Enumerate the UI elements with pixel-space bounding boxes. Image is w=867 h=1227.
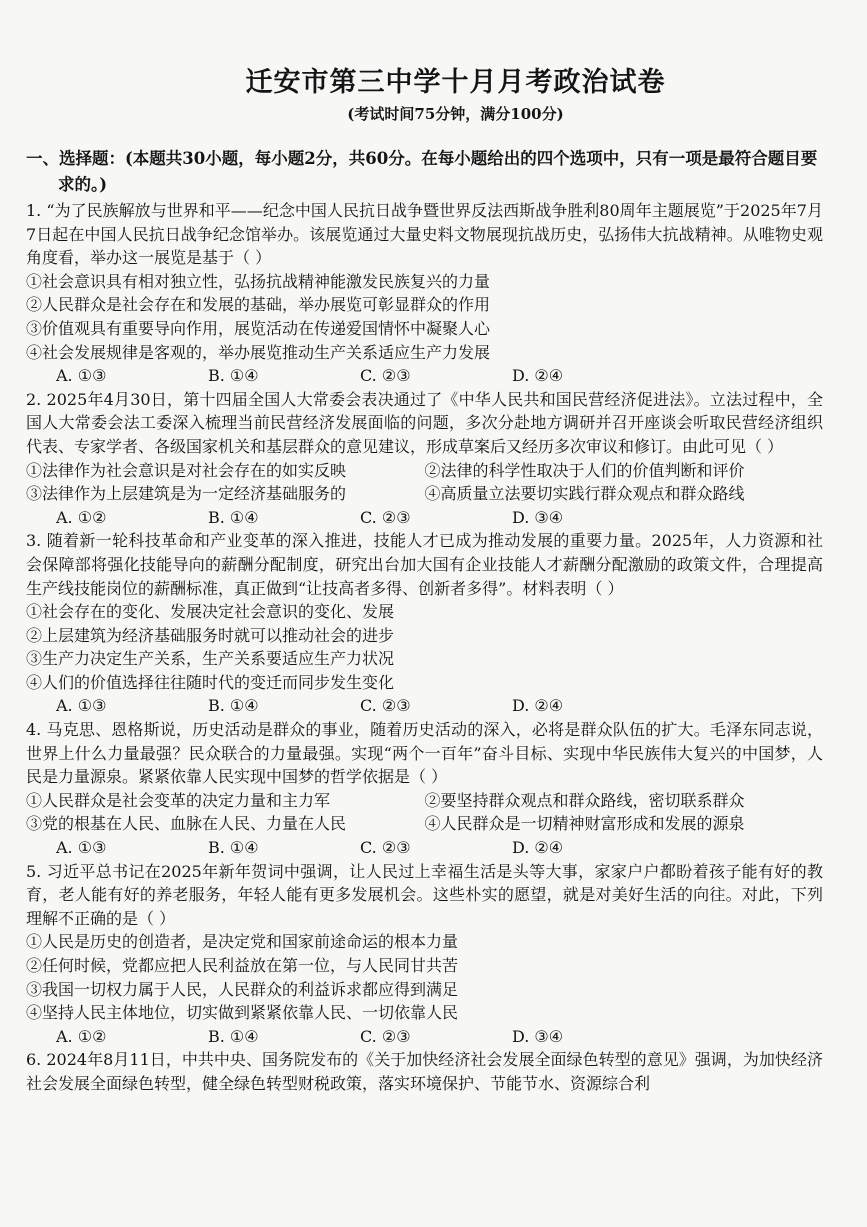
answer-choices: [26, 506, 823, 530]
statement: ②任何时候，党都应把人民利益放在第一位，与人民同甘共苦: [26, 956, 459, 975]
choice-a: A. ①③: [56, 366, 107, 386]
statement: ④社会发展规律是客观的，举办展览推动生产关系适应生产力发展: [26, 342, 491, 362]
choice-d: D. ③④: [512, 1026, 564, 1046]
statement: ④高质量立法要切实践行群众观点和群众路线: [424, 484, 745, 504]
statement: ③党的根基在人民、血脉在人民、力量在人民: [26, 814, 347, 834]
choice-c: C. ②③: [360, 507, 411, 527]
answer-choices: [26, 364, 823, 388]
statement: ①人民群众是社会变革的决定力量和主力军: [26, 790, 331, 810]
statement: ①法律作为社会意识是对社会存在的如实反映: [26, 460, 347, 480]
answer-choices: [26, 1025, 823, 1049]
choice-b: B. ①④: [208, 507, 259, 527]
question-stem: 5. 习近平总书记在2025年新年贺词中强调，让人民过上幸福生活是头等大事，家家户户都盼着孩子能有好的教育，老人能有好的养老服务，年轻人能有更多发展机会。这些朴实的愿望，就是对美好生活的向往。对此，下列理解不正确的是（ ）: [26, 861, 823, 928]
choice-a: A. ①③: [56, 838, 107, 858]
statement: ①社会存在的变化、发展决定社会意识的变化、发展: [26, 602, 395, 622]
question-5: [26, 860, 823, 1049]
statement: ②上层建筑为经济基础服务时就可以推动社会的进步: [26, 625, 395, 645]
question-stem: 4. 马克思、恩格斯说，历史活动是群众的事业，随着历史活动的深入，必将是群众队伍的扩大。毛泽东同志说，世界上什么力量最强？民众联合的力量最强。实现“两个一百年”奋斗目标、实现中华民族伟大复兴的中国梦，人民是力量源泉。紧紧依靠人民实现中国梦的哲学依据是（ ）: [26, 720, 823, 787]
choice-d: D. ②④: [512, 696, 564, 716]
choice-c: C. ②③: [360, 696, 411, 716]
choice-d: D. ②④: [512, 838, 564, 858]
question-6: [26, 1048, 823, 1095]
question-1: [26, 199, 823, 388]
statement: ③生产力决定生产关系，生产关系要适应生产力状况: [26, 649, 395, 669]
page-title: 迁安市第三中学十月月考政治试卷: [245, 67, 666, 98]
question-stem: 6. 2024年8月11日，中共中央、国务院发布的《关于加快经济社会发展全面绿色转型的意见》强调，为加快经济社会发展全面绿色转型，健全绿色转型财税政策，落实环境保护、节能节水、资源综合利: [26, 1050, 823, 1093]
exam-info: (考试时间75分钟，满分100分): [347, 105, 564, 123]
choice-c: C. ②③: [360, 366, 411, 386]
statement: ④坚持人民主体地位，切实做到紧紧依靠人民、一切依靠人民: [26, 1003, 459, 1023]
statement: ②人民群众是社会存在和发展的基础，举办展览可彰显群众的作用: [26, 295, 491, 315]
answer-choices: [26, 836, 823, 860]
choice-b: B. ①④: [208, 1026, 259, 1046]
statement: ③我国一切权力属于人民，人民群众的利益诉求都应得到满足: [26, 979, 459, 999]
question-4: [26, 718, 823, 860]
statement: ①人民是历史的创造者，是决定党和国家前途命运的根本力量: [26, 932, 459, 952]
choice-a: A. ①②: [56, 507, 107, 527]
statement: ③价值观具有重要导向作用，展览活动在传递爱国情怀中凝聚人心: [26, 318, 491, 338]
statement: ②要坚持群众观点和群众路线，密切联系群众: [424, 790, 745, 810]
choice-a: A. ①②: [56, 1026, 107, 1046]
choice-c: C. ②③: [360, 1026, 411, 1046]
question-stem: 3. 随着新一轮科技革命和产业变革的深入推进，技能人才已成为推动发展的重要力量。2025年，人力资源和社会保障部将强化技能导向的薪酬分配制度，研究出台加大国有企业技能人才薪酬分配激励的政策文件，合理提高生产线技能岗位的薪酬标准，真正做到“让技高者多得、创新者多得”。材料表明（ ）: [26, 531, 823, 598]
choice-a: A. ①③: [56, 696, 107, 716]
statement: ④人们的价值选择往往随时代的变迁而同步发生变化: [26, 672, 395, 692]
choice-b: B. ①④: [208, 366, 259, 386]
answer-choices: [26, 694, 823, 718]
choice-d: D. ②④: [512, 366, 564, 386]
question-2: [26, 388, 823, 530]
choice-b: B. ①④: [208, 696, 259, 716]
question-stem: 2. 2025年4月30日，第十四届全国人大常委会表决通过了《中华人民共和国民营经济促进法》。立法过程中，全国人大常委会法工委深入梳理当前民营经济发展面临的问题，多次分赴地方调研并召开座谈会听取民营经济组织代表、专家学者、各级国家机关和基层群众的意见建议，形成草案后又经历多次审议和修订。由此可见（ ）: [26, 389, 823, 456]
choice-b: B. ①④: [208, 838, 259, 858]
statement: ①社会意识具有相对独立性，弘扬抗战精神能激发民族复兴的力量: [26, 271, 491, 291]
question-stem: 1. “为了民族解放与世界和平——纪念中国人民抗日战争暨世界反法西斯战争胜利80周年主题展览”于2025年7月7日起在中国人民抗日战争纪念馆举办。该展览通过大量史料文物展现抗战历史，弘扬伟大抗战精神。从唯物史观角度看，举办这一展览是基于（ ）: [26, 201, 823, 268]
choice-d: D. ③④: [512, 507, 564, 527]
statement: ②法律的科学性取决于人们的价值判断和评价: [424, 460, 745, 480]
choice-c: C. ②③: [360, 838, 411, 858]
section-heading: 一、选择题：(本题共30小题，每小题2分，共60分。在每小题给出的四个选项中，只有一项是最符合题目要求的。): [26, 149, 818, 194]
question-3: [26, 529, 823, 718]
statement: ④人民群众是一切精神财富形成和发展的源泉: [424, 814, 745, 834]
statement: ③法律作为上层建筑是为一定经济基础服务的: [26, 484, 347, 504]
